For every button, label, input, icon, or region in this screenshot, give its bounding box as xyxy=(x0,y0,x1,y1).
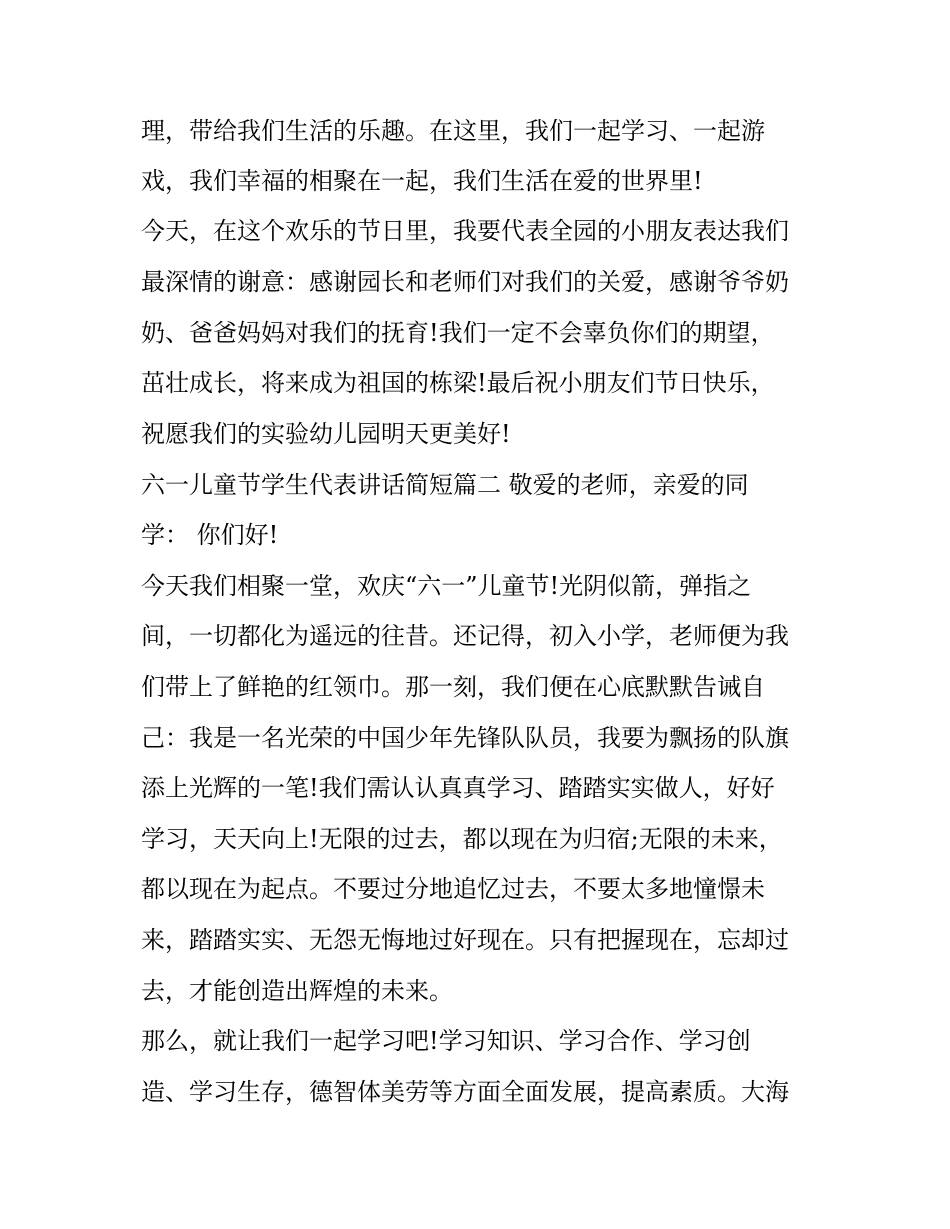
text-line: 奶、爸爸妈妈对我们的抚育!我们一定不会辜负你们的期望， xyxy=(141,319,775,347)
text-line: 理，带给我们生活的乐趣。在这里，我们一起学习、一起游 xyxy=(141,117,765,145)
text-line: 己：我是一名光荣的中国少年先锋队队员，我要为飘扬的队旗 xyxy=(141,724,789,752)
text-line: 去，才能创造出辉煌的未来。 xyxy=(141,977,453,1005)
text-line: 最深情的谢意：感谢园长和老师们对我们的关爱，感谢爷爷奶 xyxy=(141,268,789,296)
text-line: 学： 你们好! xyxy=(141,521,279,549)
text-line: 们带上了鲜艳的红领巾。那一刻，我们便在心底默默告诫自 xyxy=(141,673,765,701)
text-line: 那么，就让我们一起学习吧!学习知识、学习合作、学习创 xyxy=(141,1027,751,1055)
text-line: 祝愿我们的实验幼儿园明天更美好! xyxy=(141,420,511,448)
text-line: 间，一切都化为遥远的往昔。还记得，初入小学，老师便为我 xyxy=(141,622,789,650)
text-line: 造、学习生存，德智体美劳等方面全面发展，提高素质。大海 xyxy=(141,1078,789,1106)
text-line: 六一儿童节学生代表讲话简短篇二 敬爱的老师，亲爱的同 xyxy=(141,471,749,499)
text-line: 都以现在为起点。不要过分地追忆过去，不要太多地憧憬未 xyxy=(141,875,765,903)
text-line: 来，踏踏实实、无怨无悔地过好现在。只有把握现在，忘却过 xyxy=(141,926,789,954)
text-line: 今天，在这个欢乐的节日里，我要代表全园的小朋友表达我们 xyxy=(141,217,789,245)
text-line: 添上光辉的一笔!我们需认认真真学习、踏踏实实做人，好好 xyxy=(141,774,775,802)
text-line: 戏，我们幸福的相聚在一起，我们生活在爱的世界里! xyxy=(141,167,703,195)
text-line: 茁壮成长，将来成为祖国的栋梁!最后祝小朋友们节日快乐， xyxy=(141,369,775,397)
text-line: 今天我们相聚一堂，欢庆“六一”儿童节!光阴似箭，弹指之 xyxy=(141,572,752,600)
text-line: 学习，天天向上!无限的过去，都以现在为归宿;无限的未来， xyxy=(141,825,783,853)
